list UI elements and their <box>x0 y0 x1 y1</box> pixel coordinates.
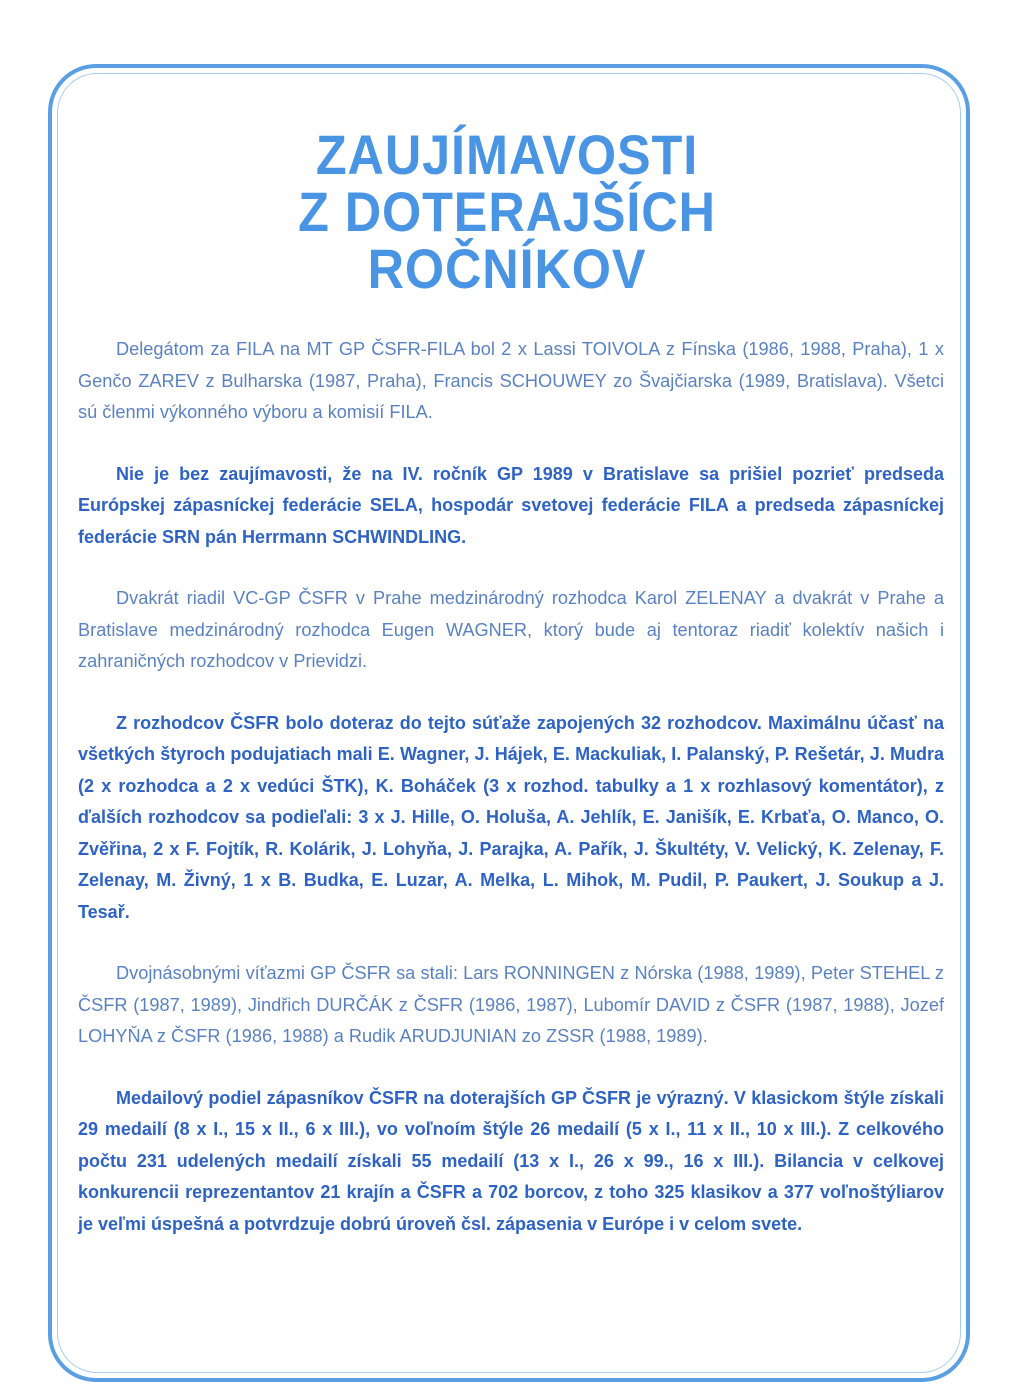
paragraph-double-winners: Dvojnásobnými víťazmi GP ČSFR sa stali: Lars RONNINGEN z Nórska (1988, 1989), Peter STEHEL z ČSFR (1987, 1989), Jindřich DURČÁK z ČSFR (1986, 1987), Lubomír DAVID z ČSFR (1987, 1988), Jozef LOHYŇA z ČSFR (1986, 1988) a Rudik ARUDJUNIAN zo ZSSR (1988, 1989). <box>78 963 944 1046</box>
article-body <box>78 334 944 1270</box>
paragraph-fila-delegates: Delegátom za FILA na MT GP ČSFR-FILA bol 2 x Lassi TOIVOLA z Fínska (1986, 1988, Praha), 1 x Genčo ZAREV z Bulharska (1987, Praha), Francis SCHOUWEY zo Švajčiarska (1989, Bratislava). Všetci sú členmi výkonného výboru a komisií FILA. <box>78 339 944 422</box>
page-title <box>51 123 964 300</box>
paragraph-visitors: Nie je bez zaujímavosti, že na IV. ročník GP 1989 v Bratislave sa prišiel pozrieť predseda Európskej zápasníckej federácie SELA, hospodár svetovej federácie FILA a predseda zápasníckej federácie SRN pán Herrmann SCHWINDLING. <box>78 463 944 547</box>
paragraph-referees-list: Z rozhodcov ČSFR bolo doteraz do tejto súťaže zapojených 32 rozhodcov. Maximálnu účasť na všetkých štyroch podujatiach mali E. Wagner, J. Hájek, E. Mackuliak, I. Palanský, P. Rešetár, J. Mudra (2 x rozhodca a 2 x vedúci ŠTK), K. Boháček (3 x rozhod. tabulky a 1 x rozhlasový komentátor), z ďalších rozhodcov sa podieľali: 3 x J. Hille, O. Holuša, A. Jehlík, E. Janišík, E. Krbaťa, O. Manco, O. Zvěřina, 2 x F. Fojtík, R. Kolárik, J. Lohyňa, J. Parajka, A. Pařík, J. Škultéty, V. Velický, K. Zelenay, F. Zelenay, M. Živný, 1 x B. Budka, E. Luzar, A. Melka, L. Mihok, M. Pudil, P. Paukert, J. Soukup a J. Tesař. <box>78 712 944 922</box>
title-line-3: ROČNÍKOV <box>367 237 647 300</box>
title-line-2: Z DOTERAJŠÍCH <box>298 180 716 243</box>
paragraph-medals: Medailový podiel zápasníkov ČSFR na doterajších GP ČSFR je výrazný. V klasickom štýle získali 29 medailí (8 x I., 15 x II., 6 x III.), vo voľnoím štýle 26 medailí (5 x I., 11 x II., 10 x III.). Z celkového počtu 231 udelených medailí získali 55 medailí (13 x I., 26 x 99., 16 x III.). Bilancia v celkovej konkurencii reprezentantov 21 krajín a ČSFR a 702 borcov, z toho 325 klasikov a 377 voľnoštýliarov je veľmi úspešná a potvrdzuje dobrú úroveň čsl. zápasenia v Európe i v celom svete. <box>78 1087 944 1234</box>
paragraph-referees-lead: Dvakrát riadil VC-GP ČSFR v Prahe medzinárodný rozhodca Karol ZELENAY a dvakrát v Prahe a Bratislave medzinárodný rozhodca Eugen WAGNER, ktorý bude aj tentoraz riadiť kolektív našich i zahraničných rozhodcov v Prievidzi. <box>78 588 944 671</box>
title-line-1: ZAUJÍMAVOSTI <box>315 123 699 186</box>
